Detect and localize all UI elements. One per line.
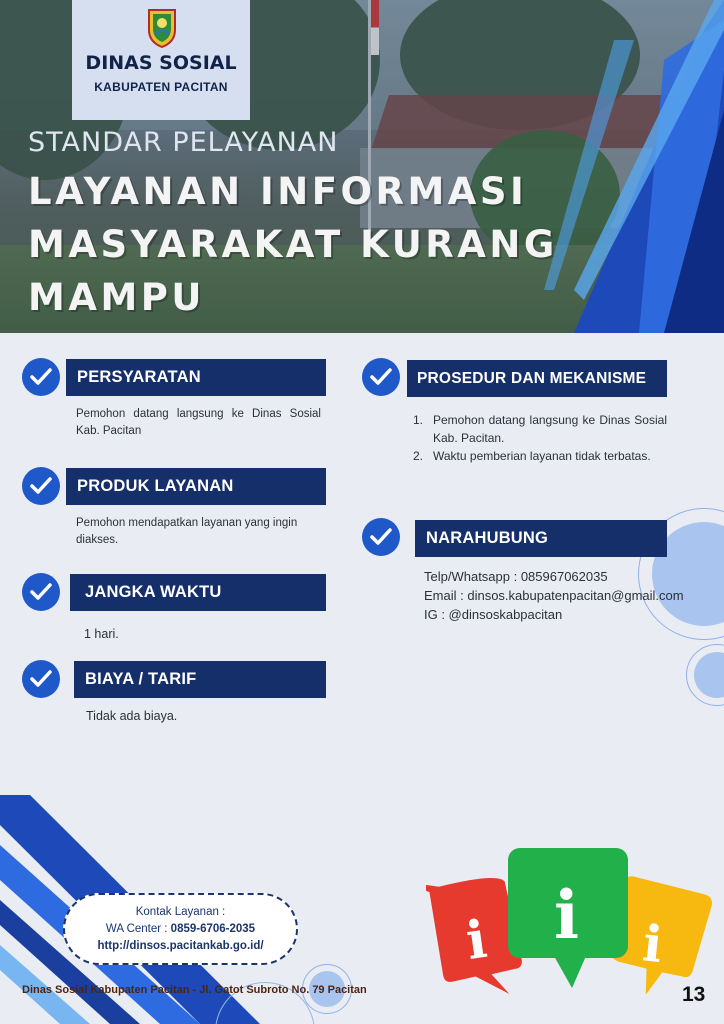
wa-center-line [65, 921, 296, 938]
website-link[interactable]: http://dinsos.pacitankab.go.id/ [97, 940, 264, 952]
prosedur-list [413, 411, 667, 465]
contact-phone: Telp/Whatsapp : 085967062035 [424, 569, 608, 584]
step-text: Pemohon datang langsung ke Dinas Sosial Kab. Pacitan. [433, 413, 667, 445]
persyaratan-heading: PERSYARATAN [66, 359, 326, 396]
jangka-waktu-heading: JANGKA WAKTU [70, 574, 326, 611]
info-bubbles-illustration [426, 846, 718, 1004]
contact-instagram: IG : @dinsoskabpacitan [424, 607, 563, 622]
produk-layanan-heading: PRODUK LAYANAN [66, 468, 326, 505]
narahubung-heading: NARAHUBUNG [415, 520, 667, 557]
jangka-waktu-text: 1 hari. [84, 627, 119, 641]
persyaratan-text: Pemohon datang langsung ke Dinas Sosial Kab. Pacitan [76, 408, 321, 437]
contact-email: Email : dinsos.kabupatenpacitan@gmail.com [424, 588, 684, 603]
produk-layanan-text: Pemohon mendapatkan layanan yang ingin diakses. [76, 517, 298, 546]
svg-text:i: i [554, 876, 580, 954]
check-icon [22, 358, 60, 396]
biaya-tarif-heading: BIAYA / TARIF [74, 661, 326, 698]
page-number: 13 [682, 983, 706, 1006]
main-title-line-2: MASYARAKAT KURANG [28, 223, 558, 266]
kicker-title: STANDAR PELAYANAN [28, 127, 339, 158]
svg-text:i: i [462, 908, 491, 973]
check-icon [22, 660, 60, 698]
main-title-line-3: MAMPU [28, 276, 205, 319]
contact-pill [63, 893, 298, 965]
kontak-label: Kontak Layanan : [135, 906, 226, 918]
pacitan-crest-icon [146, 8, 178, 48]
logo-title: DINAS SOSIAL [85, 52, 237, 74]
check-icon [362, 518, 400, 556]
wa-prefix: WA Center : [105, 923, 171, 935]
check-icon [22, 573, 60, 611]
svg-text:i: i [640, 913, 666, 975]
wa-number[interactable]: 0859-6706-2035 [170, 923, 256, 935]
step-number: 2. [413, 449, 424, 463]
step-number: 1. [413, 413, 424, 427]
prosedur-heading: PROSEDUR DAN MEKANISME [407, 360, 667, 397]
blue-stripes-decoration [544, 0, 724, 333]
info-bubble-green-icon [508, 848, 628, 988]
list-item [413, 447, 667, 465]
list-item [413, 411, 667, 447]
logo-subtitle: KABUPATEN PACITAN [94, 80, 228, 94]
check-icon [22, 467, 60, 505]
check-icon [362, 358, 400, 396]
step-text: Waktu pemberian layanan tidak terbatas. [433, 449, 651, 463]
biaya-tarif-text: Tidak ada biaya. [86, 709, 178, 723]
footer-address: Dinas Sosial Kabupaten Pacitan - Jl. Gatot Subroto No. 79 Pacitan [22, 984, 367, 996]
main-title-line-1: LAYANAN INFORMASI [28, 170, 528, 213]
